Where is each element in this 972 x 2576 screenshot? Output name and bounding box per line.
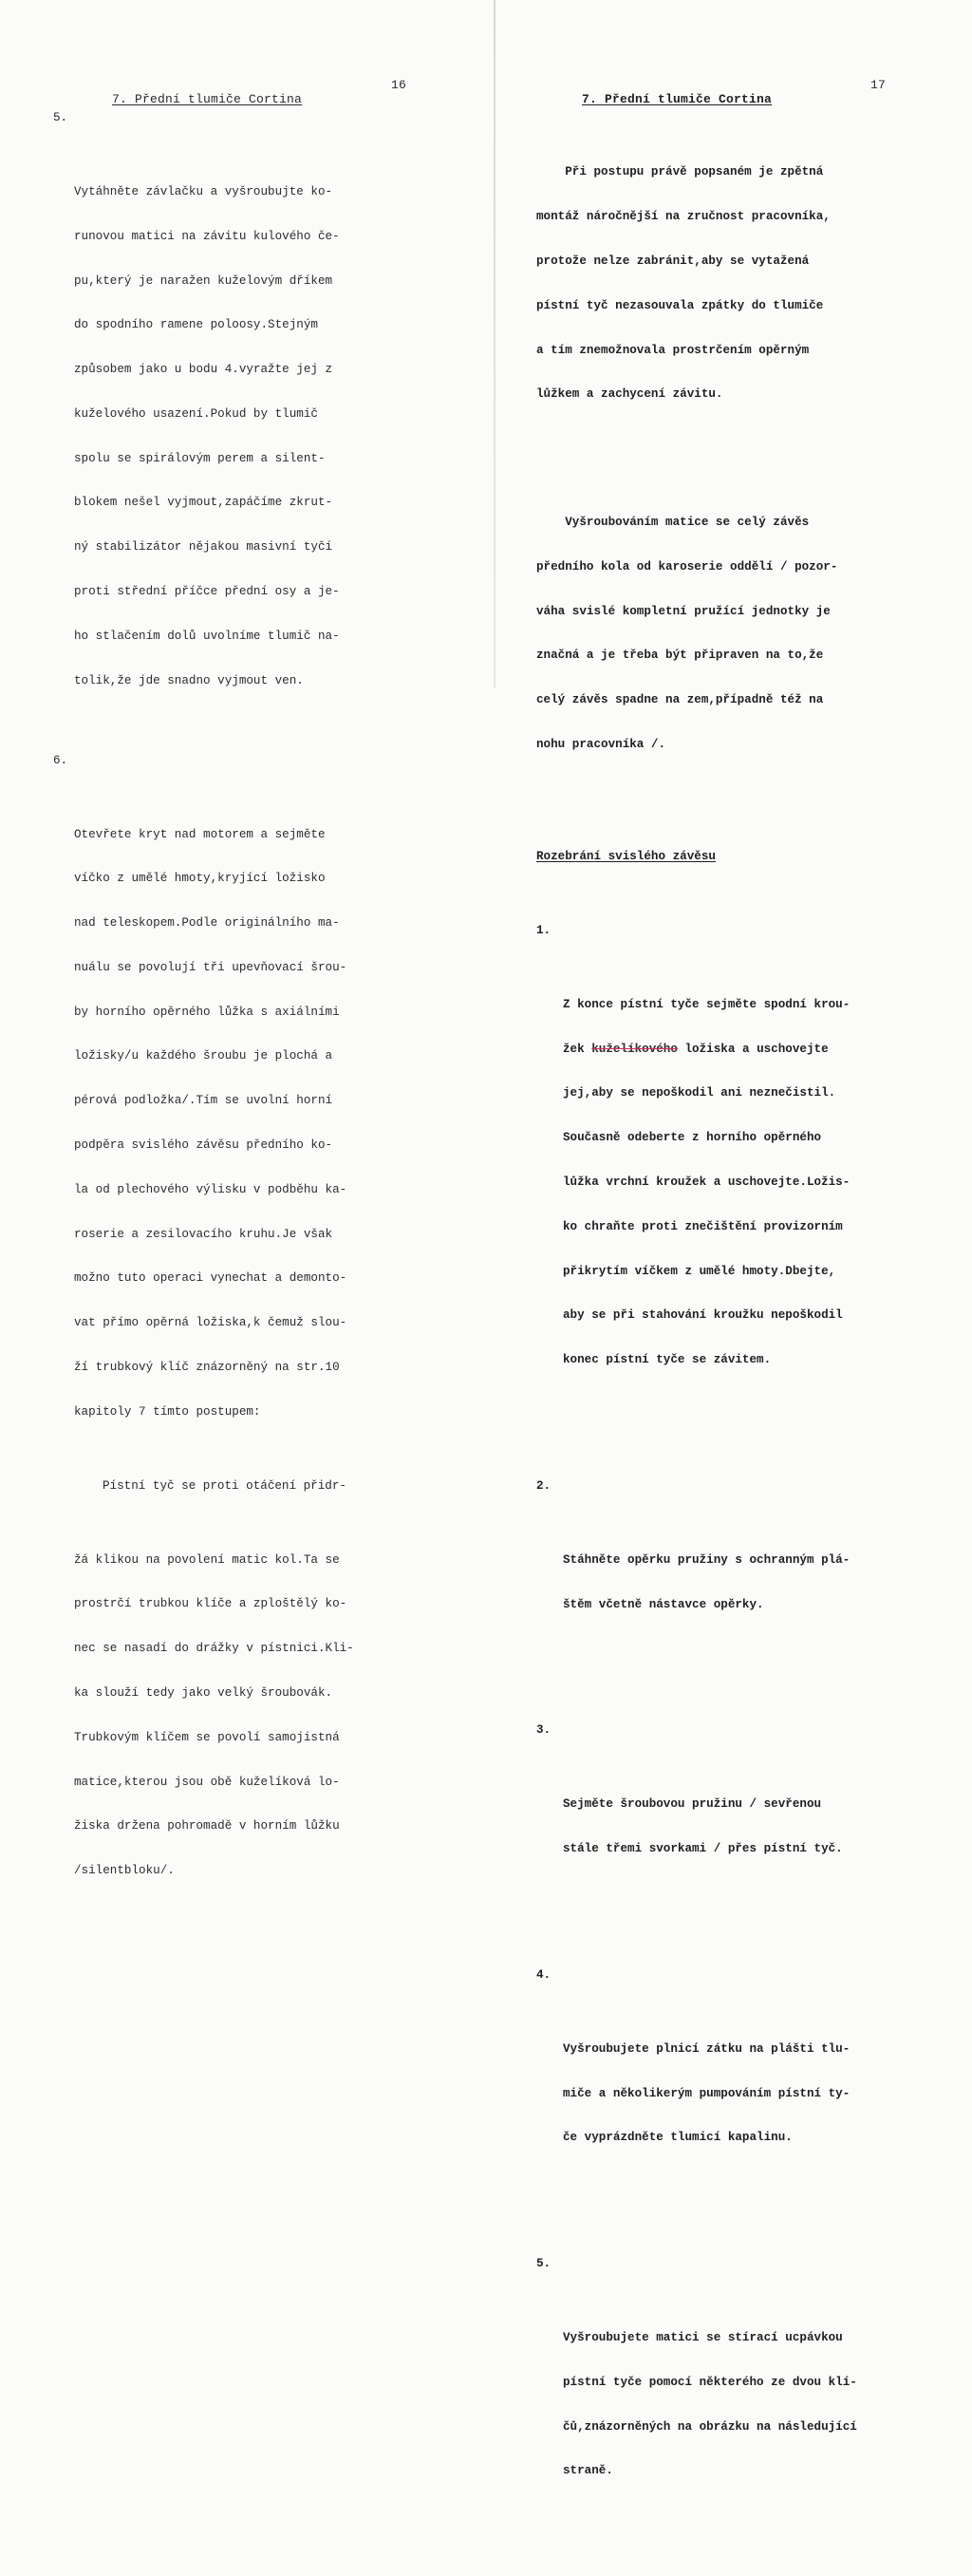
text-line: blokem nešel vyjmout,zapáčíme zkrut-: [74, 496, 333, 510]
item-text: [563, 2302, 963, 2509]
text-line: čů,znázorněných na obrázku na následující: [563, 2419, 857, 2434]
text-line: do spodního ramene poloosy.Stejným: [74, 318, 318, 332]
text-line: předního kola od karoserie oddělí / pozor-: [536, 559, 838, 573]
text-line: nad teleskopem.Podle originálního ma-: [74, 916, 340, 931]
right-item-1: [536, 924, 963, 1427]
text-line: by horního opěrného lůžka s axiálními: [74, 1005, 340, 1019]
right-header-title: 7. Přední tlumiče Cortina: [582, 92, 773, 106]
right-page-body: [536, 106, 963, 2576]
item-number: 1.: [536, 923, 551, 937]
text-line: nec se nasadí do drážky v pístnici.Kli-: [74, 1642, 354, 1656]
item-text: [563, 968, 963, 1398]
text-line: Vyšroubujete matici se stírací ucpávkou: [563, 2331, 843, 2345]
paragraph-2: [536, 486, 963, 782]
item-number: 5.: [536, 2257, 551, 2271]
text-line: možno tuto operaci vynechat a demonto-: [74, 1271, 347, 1286]
text-fragment: žek: [563, 1042, 592, 1056]
text-line: Současně odeberte z horního opěrného: [563, 1131, 822, 1145]
right-page-number: 17: [870, 78, 887, 92]
text-line: prostrčí trubkou klíče a zploštělý ko-: [74, 1597, 347, 1611]
text-line: montáž náročnější na zručnost pracovníka,: [536, 210, 831, 224]
text-line: víčko z umělé hmoty,kryjící ložisko: [74, 872, 326, 886]
text-line: přikrytím víčkem z umělé hmoty.Dbejte,: [563, 1264, 836, 1278]
right-item-5: [536, 2257, 963, 2538]
text-line: protože nelze zabránit,aby se vytažená: [536, 254, 810, 268]
text-line: Při postupu právě popsaném je zpětná: [536, 165, 824, 179]
item-number: 2.: [536, 1478, 551, 1493]
item-text: [563, 2013, 963, 2176]
item-number: 5.: [53, 111, 68, 124]
text-line: pu,který je naražen kuželovým dříkem: [74, 273, 333, 288]
text-line: způsobem jako u bodu 4.vyražte jej z: [74, 363, 333, 377]
sub-paragraph: [74, 1449, 480, 1523]
text-line: Pístní tyč se proti otáčení přidr-: [103, 1478, 346, 1493]
left-page-body: [53, 111, 480, 1944]
text-line: a tím znemožnovala prostrčením opěrným: [536, 343, 810, 357]
text-line: jej,aby se nepoškodil ani neznečistil.: [563, 1086, 836, 1100]
text-line: proti střední příčce přední osy a je-: [74, 585, 340, 598]
text-line: pístní tyče pomocí některého ze dvou klí-: [563, 2375, 857, 2389]
text-line: lůžka vrchní kroužek a uschovejte.Ložis-: [563, 1175, 850, 1189]
text-line: miče a několikerým pumpováním pístní ty-: [563, 2086, 850, 2100]
text-line: la od plechového výlisku v podběhu ka-: [74, 1182, 347, 1196]
text-line: ko chraňte proti znečištění provizorním: [563, 1219, 843, 1233]
text-line: spolu se spirálovým perem a silent-: [74, 451, 326, 465]
item-text: [74, 156, 480, 719]
text-line: žiska držena pohromadě v horním lůžku: [74, 1819, 340, 1833]
item-number: 3.: [536, 1723, 551, 1738]
text-line: ložisky/u každého šroubu je plochá a: [74, 1049, 333, 1063]
text-line: pístní tyč nezasouvala zpátky do tlumiče: [536, 298, 824, 312]
left-page: [0, 0, 494, 1878]
text-line: štěm včetně nástavce opěrky.: [563, 1597, 764, 1611]
text-line: nuálu se povolují tři upevňovací šrou-: [74, 960, 347, 974]
text-line: straně.: [563, 2464, 613, 2478]
item-text: [563, 1524, 963, 1643]
text-line: aby se při stahování kroužku nepoškodil: [563, 1308, 843, 1323]
text-line: Vytáhněte závlačku a vyšroubujte ko-: [74, 184, 333, 198]
text-line: žá klikou na povolení matic kol.Ta se: [74, 1552, 340, 1567]
text-line: Sejměte šroubovou pružinu / sevřenou: [563, 1797, 822, 1812]
text-line: ho stlačením dolů uvolníme tlumič na-: [74, 629, 340, 643]
text-line: Otevřete kryt nad motorem a sejměte: [74, 827, 326, 841]
text-fragment: ložiska a uschovejte: [677, 1042, 829, 1056]
text-line: Trubkovým klíčem se povolí samojistná: [74, 1730, 340, 1744]
text-line: ka slouží tedy jako velký šroubovák.: [74, 1685, 333, 1700]
left-page-number: 16: [391, 78, 407, 92]
text-line: matice,kterou jsou obě kuželíková lo-: [74, 1775, 340, 1789]
text-line: Vyšroubujete plnicí zátku na plášti tlu-: [563, 2041, 850, 2056]
text-line: kapitoly 7 tímto postupem:: [74, 1404, 261, 1419]
text-line: tolik,že jde snadno vyjmout ven.: [74, 673, 304, 687]
text-line: /silentbloku/.: [74, 1864, 175, 1878]
text-line: vat přímo opěrná ložiska,k čemuž slou-: [74, 1316, 347, 1330]
text-line: podpěra svislého závěsu předního ko-: [74, 1138, 333, 1152]
text-line: roserie a zesilovacího kruhu.Je však: [74, 1227, 333, 1241]
item-text: [563, 1768, 963, 1887]
right-page: [495, 0, 972, 2478]
text-line: Stáhněte opěrku pružiny s ochranným plá-: [563, 1552, 850, 1567]
text-line: lůžkem a zachycení závitu.: [536, 387, 723, 402]
text-line: váha svislé kompletní pružící jednotky je: [536, 604, 831, 618]
left-item-6: [53, 754, 480, 1939]
right-item-2: [536, 1479, 963, 1672]
text-line: nohu pracovníka /.: [536, 737, 666, 751]
text-line: če vyprázdněte tlumicí kapalinu.: [563, 2131, 793, 2145]
text-line: pérová podložka/.Tím se uvolní horní: [74, 1094, 333, 1108]
text-line: kuželového usazení.Pokud by tlumič: [74, 406, 318, 421]
paragraph-1: [536, 136, 963, 432]
text-line: ný stabilizátor nějakou masivní tyčí: [74, 540, 333, 555]
text-line: konec pístní tyče se závitem.: [563, 1353, 772, 1367]
text-line: Vyšroubováním matice se celý závěs: [536, 516, 810, 530]
text-line: Z konce pístní tyče sejměte spodní krou-: [563, 997, 850, 1011]
text-line: celý závěs spadne na zem,případně též na: [536, 693, 824, 707]
right-item-4: [536, 1968, 963, 2206]
item-text: [74, 798, 480, 1908]
text-line: stále třemi svorkami / přes pístní tyč.: [563, 1842, 843, 1856]
left-header-title: 7. Přední tlumiče Cortina: [112, 92, 303, 106]
item-number: 4.: [536, 1967, 551, 1982]
right-item-3: [536, 1723, 963, 1916]
text-line: značná a je třeba být připraven na to,že: [536, 649, 824, 663]
struck-word: kuželíkového: [591, 1042, 678, 1056]
text-line: ží trubkový klíč znázorněný na str.10: [74, 1360, 340, 1374]
item-number: 6.: [53, 753, 68, 767]
section-heading: Rozebrání svislého závěsu: [536, 849, 716, 863]
text-line: runovou matici na závitu kulového če-: [74, 229, 340, 243]
left-item-5: [53, 111, 480, 748]
text-line: [563, 1043, 963, 1058]
